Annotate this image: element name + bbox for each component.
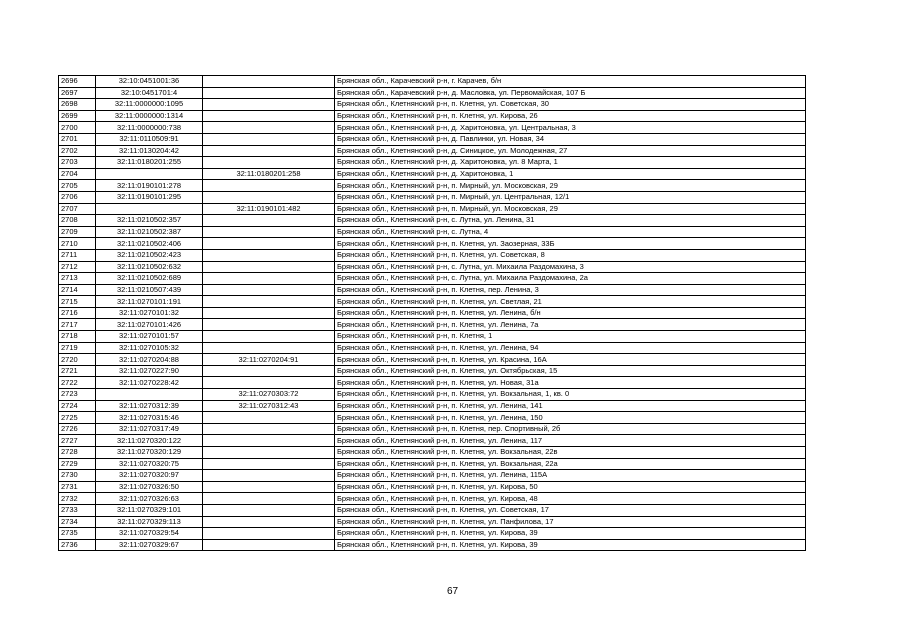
related-cadastral-number-cell — [203, 331, 335, 343]
cadastral-number-cell: 32:11:0000000:1314 — [96, 110, 203, 122]
cadastral-number-cell: 32:11:0180201:255 — [96, 157, 203, 169]
table-row — [59, 249, 806, 261]
cadastral-number-cell: 32:11:0270329:113 — [96, 516, 203, 528]
row-number-cell: 2726 — [59, 423, 96, 435]
cadastral-number-cell: 32:11:0270101:32 — [96, 307, 203, 319]
cadastral-number-cell: 32:11:0270320:122 — [96, 435, 203, 447]
cadastral-number-cell: 32:11:0270105:32 — [96, 342, 203, 354]
address-cell: Брянская обл., Клетнянский р-н, п. Клетня, ул. Ленина, 94 — [335, 342, 806, 354]
address-cell: Брянская обл., Клетнянский р-н, п. Клетня, ул. Светлая, 21 — [335, 296, 806, 308]
table-row — [59, 400, 806, 412]
row-number-cell: 2701 — [59, 133, 96, 145]
table-row — [59, 504, 806, 516]
cadastral-number-cell: 32:11:0110509:91 — [96, 133, 203, 145]
cadastral-number-cell: 32:11:0270320:129 — [96, 447, 203, 459]
row-number-cell: 2730 — [59, 470, 96, 482]
address-cell: Брянская обл., Клетнянский р-н, п. Клетня, пер. Спортивный, 2б — [335, 423, 806, 435]
table-row — [59, 447, 806, 459]
related-cadastral-number-cell: 32:11:0270303:72 — [203, 389, 335, 401]
cadastral-number-cell: 32:11:0270317:49 — [96, 423, 203, 435]
cadastral-number-cell: 32:11:0210502:423 — [96, 249, 203, 261]
table-row — [59, 365, 806, 377]
cadastral-number-cell: 32:11:0270320:97 — [96, 470, 203, 482]
address-cell: Брянская обл., Клетнянский р-н, с. Лутна, ул. Ленина, 31 — [335, 215, 806, 227]
address-cell: Брянская обл., Клетнянский р-н, п. Мирный, ул. Московская, 29 — [335, 203, 806, 215]
address-cell: Брянская обл., Клетнянский р-н, п. Клетня, ул. Советская, 30 — [335, 99, 806, 111]
table-row — [59, 261, 806, 273]
table-row — [59, 145, 806, 157]
address-cell: Брянская обл., Клетнянский р-н, с. Лутна, 4 — [335, 226, 806, 238]
related-cadastral-number-cell — [203, 284, 335, 296]
table-row — [59, 539, 806, 551]
cadastral-number-cell: 32:11:0270312:39 — [96, 400, 203, 412]
related-cadastral-number-cell — [203, 145, 335, 157]
cadastral-number-cell: 32:11:0210502:406 — [96, 238, 203, 250]
row-number-cell: 2700 — [59, 122, 96, 134]
related-cadastral-number-cell — [203, 342, 335, 354]
address-cell: Брянская обл., Клетнянский р-н, с. Лутна, ул. Михаила Раздомахина, 2а — [335, 273, 806, 285]
row-number-cell: 2719 — [59, 342, 96, 354]
cadastral-number-cell: 32:11:0210502:357 — [96, 215, 203, 227]
row-number-cell: 2725 — [59, 412, 96, 424]
cadastral-number-cell: 32:11:0000000:738 — [96, 122, 203, 134]
table-row — [59, 122, 806, 134]
related-cadastral-number-cell — [203, 319, 335, 331]
address-cell: Брянская обл., Клетнянский р-н, п. Клетня, ул. Советская, 8 — [335, 249, 806, 261]
row-number-cell: 2714 — [59, 284, 96, 296]
address-cell: Брянская обл., Клетнянский р-н, д. Харитоновка, ул. 8 Марта, 1 — [335, 157, 806, 169]
related-cadastral-number-cell: 32:11:0270204:91 — [203, 354, 335, 366]
address-cell: Брянская обл., Клетнянский р-н, п. Клетня, ул. Кирова, 48 — [335, 493, 806, 505]
related-cadastral-number-cell — [203, 365, 335, 377]
address-cell: Брянская обл., Карачевский р-н, д. Масловка, ул. Первомайская, 107 Б — [335, 87, 806, 99]
table-row — [59, 296, 806, 308]
row-number-cell: 2703 — [59, 157, 96, 169]
table-row — [59, 180, 806, 192]
related-cadastral-number-cell — [203, 87, 335, 99]
address-cell: Брянская обл., Клетнянский р-н, п. Клетня, ул. Кирова, 39 — [335, 528, 806, 540]
row-number-cell: 2722 — [59, 377, 96, 389]
cadastral-number-cell: 32:11:0270204:88 — [96, 354, 203, 366]
address-cell: Брянская обл., Клетнянский р-н, п. Клетня, ул. Октябрьская, 15 — [335, 365, 806, 377]
cadastral-number-cell: 32:11:0270329:54 — [96, 528, 203, 540]
table-row — [59, 191, 806, 203]
address-cell: Брянская обл., Клетнянский р-н, п. Клетня, ул. Вокзальная, 22а — [335, 458, 806, 470]
table-row — [59, 307, 806, 319]
row-number-cell: 2724 — [59, 400, 96, 412]
address-cell: Брянская обл., Клетнянский р-н, п. Клетня, ул. Новая, 31а — [335, 377, 806, 389]
table-row — [59, 76, 806, 88]
table-row — [59, 516, 806, 528]
row-number-cell: 2723 — [59, 389, 96, 401]
registry-table-body — [59, 76, 806, 551]
table-row — [59, 331, 806, 343]
registry-table — [58, 75, 806, 551]
table-row — [59, 470, 806, 482]
address-cell: Брянская обл., Клетнянский р-н, п. Клетня, ул. Красина, 16А — [335, 354, 806, 366]
related-cadastral-number-cell — [203, 435, 335, 447]
table-row — [59, 528, 806, 540]
table-row — [59, 87, 806, 99]
row-number-cell: 2696 — [59, 76, 96, 88]
address-cell: Брянская обл., Клетнянский р-н, п. Клетня, ул. Ленина, 141 — [335, 400, 806, 412]
cadastral-number-cell: 32:10:0451701:4 — [96, 87, 203, 99]
address-cell: Брянская обл., Клетнянский р-н, п. Клетня, ул. Вокзальная, 1, кв. 0 — [335, 389, 806, 401]
related-cadastral-number-cell — [203, 377, 335, 389]
row-number-cell: 2727 — [59, 435, 96, 447]
related-cadastral-number-cell — [203, 215, 335, 227]
row-number-cell: 2729 — [59, 458, 96, 470]
related-cadastral-number-cell — [203, 191, 335, 203]
row-number-cell: 2713 — [59, 273, 96, 285]
table-row — [59, 377, 806, 389]
table-row — [59, 99, 806, 111]
cadastral-number-cell: 32:11:0130204:42 — [96, 145, 203, 157]
address-cell: Брянская обл., Клетнянский р-н, п. Клетня, ул. Советская, 17 — [335, 504, 806, 516]
related-cadastral-number-cell — [203, 458, 335, 470]
table-row — [59, 412, 806, 424]
cadastral-number-cell: 32:11:0270101:57 — [96, 331, 203, 343]
related-cadastral-number-cell: 32:11:0190101:482 — [203, 203, 335, 215]
row-number-cell: 2718 — [59, 331, 96, 343]
cadastral-number-cell: 32:11:0270329:67 — [96, 539, 203, 551]
table-row — [59, 435, 806, 447]
related-cadastral-number-cell — [203, 307, 335, 319]
related-cadastral-number-cell — [203, 133, 335, 145]
address-cell: Брянская обл., Клетнянский р-н, п. Клетня, ул. Вокзальная, 22в — [335, 447, 806, 459]
row-number-cell: 2732 — [59, 493, 96, 505]
cadastral-number-cell: 32:11:0190101:278 — [96, 180, 203, 192]
row-number-cell: 2710 — [59, 238, 96, 250]
cadastral-number-cell: 32:11:0270228:42 — [96, 377, 203, 389]
address-cell: Брянская обл., Клетнянский р-н, с. Лутна, ул. Михаила Раздомахина, 3 — [335, 261, 806, 273]
address-cell: Брянская обл., Клетнянский р-н, п. Клетня, ул. Ленина, 150 — [335, 412, 806, 424]
address-cell: Брянская обл., Клетнянский р-н, д. Синицкое, ул. Молодежная, 27 — [335, 145, 806, 157]
related-cadastral-number-cell — [203, 180, 335, 192]
row-number-cell: 2697 — [59, 87, 96, 99]
table-row — [59, 203, 806, 215]
row-number-cell: 2702 — [59, 145, 96, 157]
related-cadastral-number-cell — [203, 273, 335, 285]
cadastral-number-cell: 32:11:0210502:387 — [96, 226, 203, 238]
related-cadastral-number-cell — [203, 157, 335, 169]
cadastral-number-cell: 32:11:0270227:90 — [96, 365, 203, 377]
row-number-cell: 2699 — [59, 110, 96, 122]
row-number-cell: 2707 — [59, 203, 96, 215]
table-row — [59, 354, 806, 366]
table-row — [59, 284, 806, 296]
related-cadastral-number-cell — [203, 504, 335, 516]
table-row — [59, 133, 806, 145]
table-row — [59, 226, 806, 238]
cadastral-number-cell: 32:11:0270326:63 — [96, 493, 203, 505]
row-number-cell: 2721 — [59, 365, 96, 377]
cadastral-number-cell — [96, 203, 203, 215]
related-cadastral-number-cell — [203, 249, 335, 261]
address-cell: Брянская обл., Клетнянский р-н, д. Харитоновка, 1 — [335, 168, 806, 180]
related-cadastral-number-cell: 32:11:0180201:258 — [203, 168, 335, 180]
cadastral-number-cell: 32:11:0210502:632 — [96, 261, 203, 273]
related-cadastral-number-cell — [203, 296, 335, 308]
row-number-cell: 2709 — [59, 226, 96, 238]
table-row — [59, 238, 806, 250]
related-cadastral-number-cell — [203, 99, 335, 111]
cadastral-number-cell: 32:11:0270101:426 — [96, 319, 203, 331]
address-cell: Брянская обл., Клетнянский р-н, п. Клетня, ул. Ленина, 117 — [335, 435, 806, 447]
related-cadastral-number-cell — [203, 423, 335, 435]
related-cadastral-number-cell: 32:11:0270312:43 — [203, 400, 335, 412]
related-cadastral-number-cell — [203, 447, 335, 459]
cadastral-number-cell — [96, 389, 203, 401]
related-cadastral-number-cell — [203, 261, 335, 273]
related-cadastral-number-cell — [203, 76, 335, 88]
cadastral-number-cell: 32:11:0270320:75 — [96, 458, 203, 470]
row-number-cell: 2728 — [59, 447, 96, 459]
related-cadastral-number-cell — [203, 226, 335, 238]
row-number-cell: 2708 — [59, 215, 96, 227]
row-number-cell: 2698 — [59, 99, 96, 111]
cadastral-number-cell: 32:11:0270315:46 — [96, 412, 203, 424]
row-number-cell: 2720 — [59, 354, 96, 366]
cadastral-number-cell: 32:11:0270329:101 — [96, 504, 203, 516]
related-cadastral-number-cell — [203, 238, 335, 250]
table-row — [59, 168, 806, 180]
row-number-cell: 2704 — [59, 168, 96, 180]
cadastral-number-cell: 32:11:0270326:50 — [96, 481, 203, 493]
address-cell: Брянская обл., Клетнянский р-н, п. Мирный, ул. Центральная, 12/1 — [335, 191, 806, 203]
address-cell: Брянская обл., Клетнянский р-н, д. Харитоновка, ул. Центральная, 3 — [335, 122, 806, 134]
row-number-cell: 2736 — [59, 539, 96, 551]
address-cell: Брянская обл., Клетнянский р-н, п. Клетня, ул. Кирова, 50 — [335, 481, 806, 493]
row-number-cell: 2715 — [59, 296, 96, 308]
address-cell: Брянская обл., Клетнянский р-н, п. Клетня, ул. Кирова, 39 — [335, 539, 806, 551]
cadastral-number-cell — [96, 168, 203, 180]
row-number-cell: 2711 — [59, 249, 96, 261]
address-cell: Брянская обл., Карачевский р-н, г. Карачев, б/н — [335, 76, 806, 88]
row-number-cell: 2716 — [59, 307, 96, 319]
row-number-cell: 2735 — [59, 528, 96, 540]
related-cadastral-number-cell — [203, 493, 335, 505]
address-cell: Брянская обл., Клетнянский р-н, п. Мирный, ул. Московская, 29 — [335, 180, 806, 192]
address-cell: Брянская обл., Клетнянский р-н, п. Клетня, ул. Кирова, 26 — [335, 110, 806, 122]
related-cadastral-number-cell — [203, 412, 335, 424]
address-cell: Брянская обл., Клетнянский р-н, п. Клетня, ул. Ленина, 115А — [335, 470, 806, 482]
cadastral-number-cell: 32:11:0210507:439 — [96, 284, 203, 296]
row-number-cell: 2712 — [59, 261, 96, 273]
related-cadastral-number-cell — [203, 528, 335, 540]
cadastral-number-cell: 32:11:0000000:1095 — [96, 99, 203, 111]
related-cadastral-number-cell — [203, 516, 335, 528]
address-cell: Брянская обл., Клетнянский р-н, п. Клетня, пер. Ленина, 3 — [335, 284, 806, 296]
row-number-cell: 2731 — [59, 481, 96, 493]
cadastral-number-cell: 32:11:0190101:295 — [96, 191, 203, 203]
address-cell: Брянская обл., Клетнянский р-н, п. Клетня, ул. Панфилова, 17 — [335, 516, 806, 528]
cadastral-number-cell: 32:10:0451001:36 — [96, 76, 203, 88]
table-row — [59, 493, 806, 505]
table-row — [59, 342, 806, 354]
related-cadastral-number-cell — [203, 122, 335, 134]
related-cadastral-number-cell — [203, 539, 335, 551]
address-cell: Брянская обл., Клетнянский р-н, д. Павлинки, ул. Новая, 34 — [335, 133, 806, 145]
table-row — [59, 458, 806, 470]
row-number-cell: 2733 — [59, 504, 96, 516]
related-cadastral-number-cell — [203, 470, 335, 482]
table-row — [59, 215, 806, 227]
row-number-cell: 2734 — [59, 516, 96, 528]
row-number-cell: 2706 — [59, 191, 96, 203]
address-cell: Брянская обл., Клетнянский р-н, п. Клетня, 1 — [335, 331, 806, 343]
address-cell: Брянская обл., Клетнянский р-н, п. Клетня, ул. Ленина, б/н — [335, 307, 806, 319]
row-number-cell: 2717 — [59, 319, 96, 331]
table-row — [59, 319, 806, 331]
cadastral-number-cell: 32:11:0270101:191 — [96, 296, 203, 308]
address-cell: Брянская обл., Клетнянский р-н, п. Клетня, ул. Ленина, 7а — [335, 319, 806, 331]
row-number-cell: 2705 — [59, 180, 96, 192]
cadastral-number-cell: 32:11:0210502:689 — [96, 273, 203, 285]
page-number: 67 — [446, 586, 459, 597]
address-cell: Брянская обл., Клетнянский р-н, п. Клетня, ул. Заозерная, 33Б — [335, 238, 806, 250]
table-row — [59, 157, 806, 169]
table-row — [59, 110, 806, 122]
table-row — [59, 389, 806, 401]
table-row — [59, 481, 806, 493]
related-cadastral-number-cell — [203, 481, 335, 493]
table-row — [59, 273, 806, 285]
related-cadastral-number-cell — [203, 110, 335, 122]
table-row — [59, 423, 806, 435]
